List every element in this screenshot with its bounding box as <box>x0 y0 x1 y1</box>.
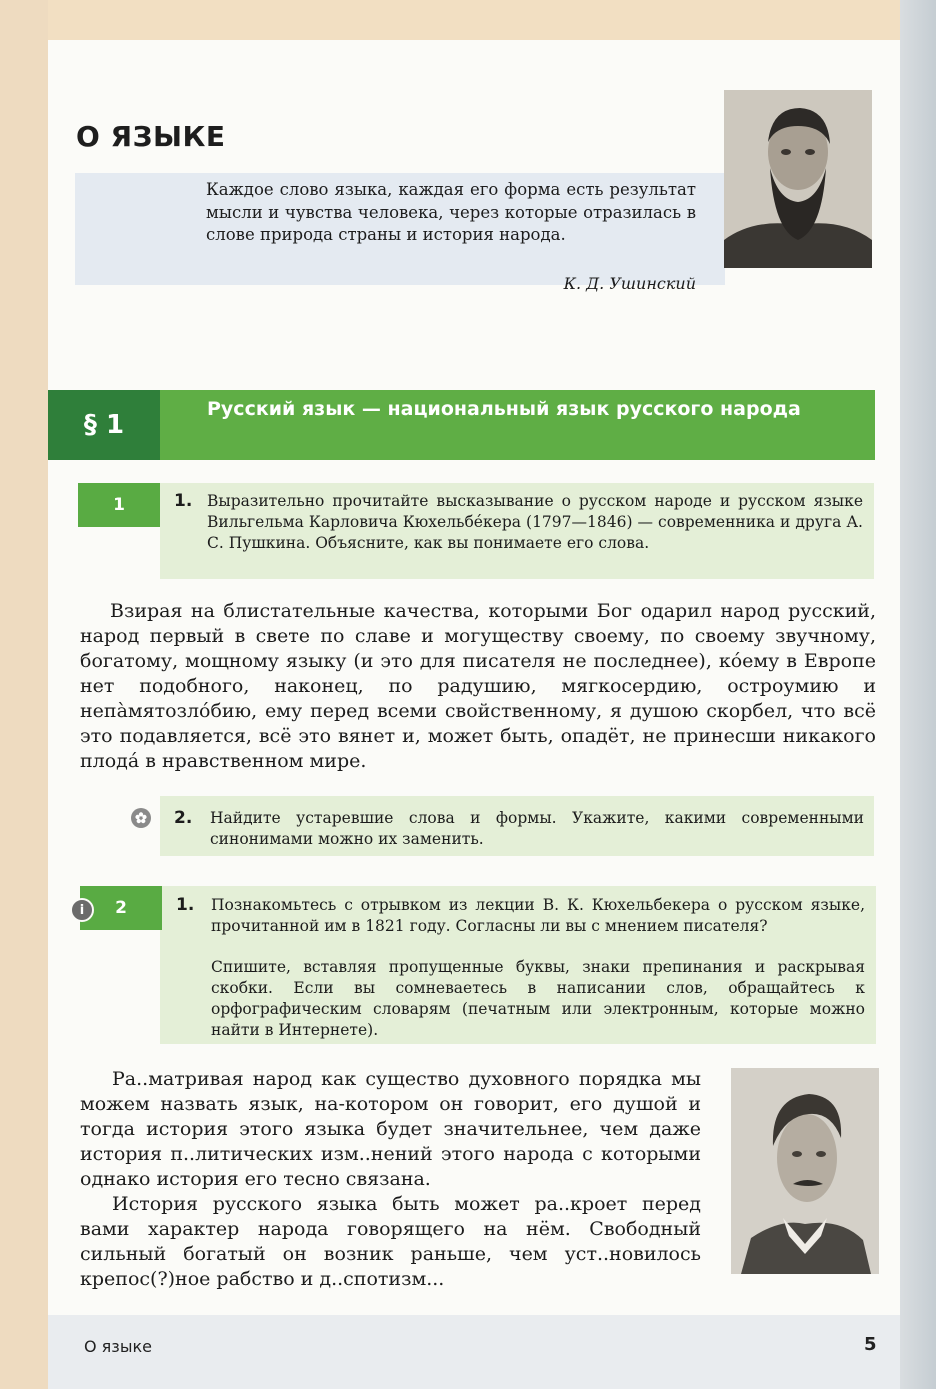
footer-bar <box>48 1315 900 1389</box>
footer-label: О языке <box>84 1337 152 1356</box>
portrait-kuchelbecker-drawing <box>731 1068 879 1274</box>
exercise-2-task-1-instructions: Спишите, вставляя пропущенные буквы, знаки препинания и раскрывая скобки. Если вы сомневаетесь в написании слов, обращайтесь к орфографическим словарям (печатным или электронным, которые можно найти в Интернете). <box>211 958 865 1039</box>
info-icon: i <box>70 898 94 922</box>
epigraph-author: К. Д. Ушинский <box>563 274 696 293</box>
lecture-paragraph-2: История русского языка быть может ра..кроет перед вами характер народа говорящего на нём. Свободный сильный богатый он возник раньше, чем уст..новилось крепос(?)ное рабство и д..спотизм... <box>80 1193 701 1290</box>
page-title: О ЯЗЫКЕ <box>76 120 226 153</box>
portrait-ushinsky-drawing <box>724 90 872 268</box>
section-number-box <box>48 390 160 460</box>
section-title: Русский язык — национальный язык русского народа <box>207 398 801 420</box>
exercise-2-number-tab: 2 <box>80 886 162 930</box>
exercise-2-task-1-text: Познакомьтесь с отрывком из лекции В. К. Кюхельбекера о русском языке, прочитанной им в 1821 году. Согласны ли вы с мнением писателя? <box>211 896 865 935</box>
lecture-paragraph-1: Ра..матривая народ как существо духовного порядка мы можем назвать язык, на-котором он говорит, его душой и тогда история этого языка будет значительнее, чем даже история п..литических изм..нений этого народа с которыми однако история его тесно связана. <box>80 1068 701 1190</box>
page-number: 5 <box>864 1334 877 1355</box>
exercise-1-task-2-number: 2. <box>174 808 193 828</box>
page-left-edge <box>0 0 48 1389</box>
exercise-1-task-2-text: Найдите устаревшие слова и формы. Укажите, какими современными синонимами можно их заменить. <box>210 809 864 848</box>
section-number: § 1 <box>83 410 125 440</box>
exercise-1-task-1-text: Выразительно прочитайте высказывание о русском народе и русском языке Вильгельма Карловича Кюхельбе́кера (1797—1846) — современника и друга А. С. Пушкина. Объясните, как вы понимаете его слова. <box>207 492 863 552</box>
portrait-ushinsky <box>724 90 872 268</box>
page-top-edge <box>0 0 900 40</box>
flower-icon <box>131 808 151 828</box>
book-spine <box>900 0 936 1389</box>
exercise-2-task-1-number: 1. <box>176 895 195 915</box>
epigraph-text: Каждое слово языка, каждая его форма есть результат мысли и чувства человека, через которые отразилась в слове природа страны и история народа. <box>206 180 696 244</box>
exercise-1-number-tab: 1 <box>78 483 160 527</box>
portrait-kuchelbecker <box>731 1068 879 1274</box>
exercise-1-task-1-number: 1. <box>174 491 193 511</box>
flower-icon-glyph <box>134 811 148 825</box>
kuchelbecker-quote: Взирая на блистательные качества, которыми Бог одарил народ русский, народ первый в свете по славе и могуществу своему, по своему звучному, богатому, мощному языку (и это для писателя не последнее), ко́ему в Европе нет подобного, наконец, по радушию, мягкосердию, остроумию и непа̀мятозло́бию, ему перед всеми свойственному, я душою скорбел, что всё это подавляется, всё это вянет и, может быть, опадёт, не принесши никакого плода́ в нравственном мире. <box>80 600 876 772</box>
